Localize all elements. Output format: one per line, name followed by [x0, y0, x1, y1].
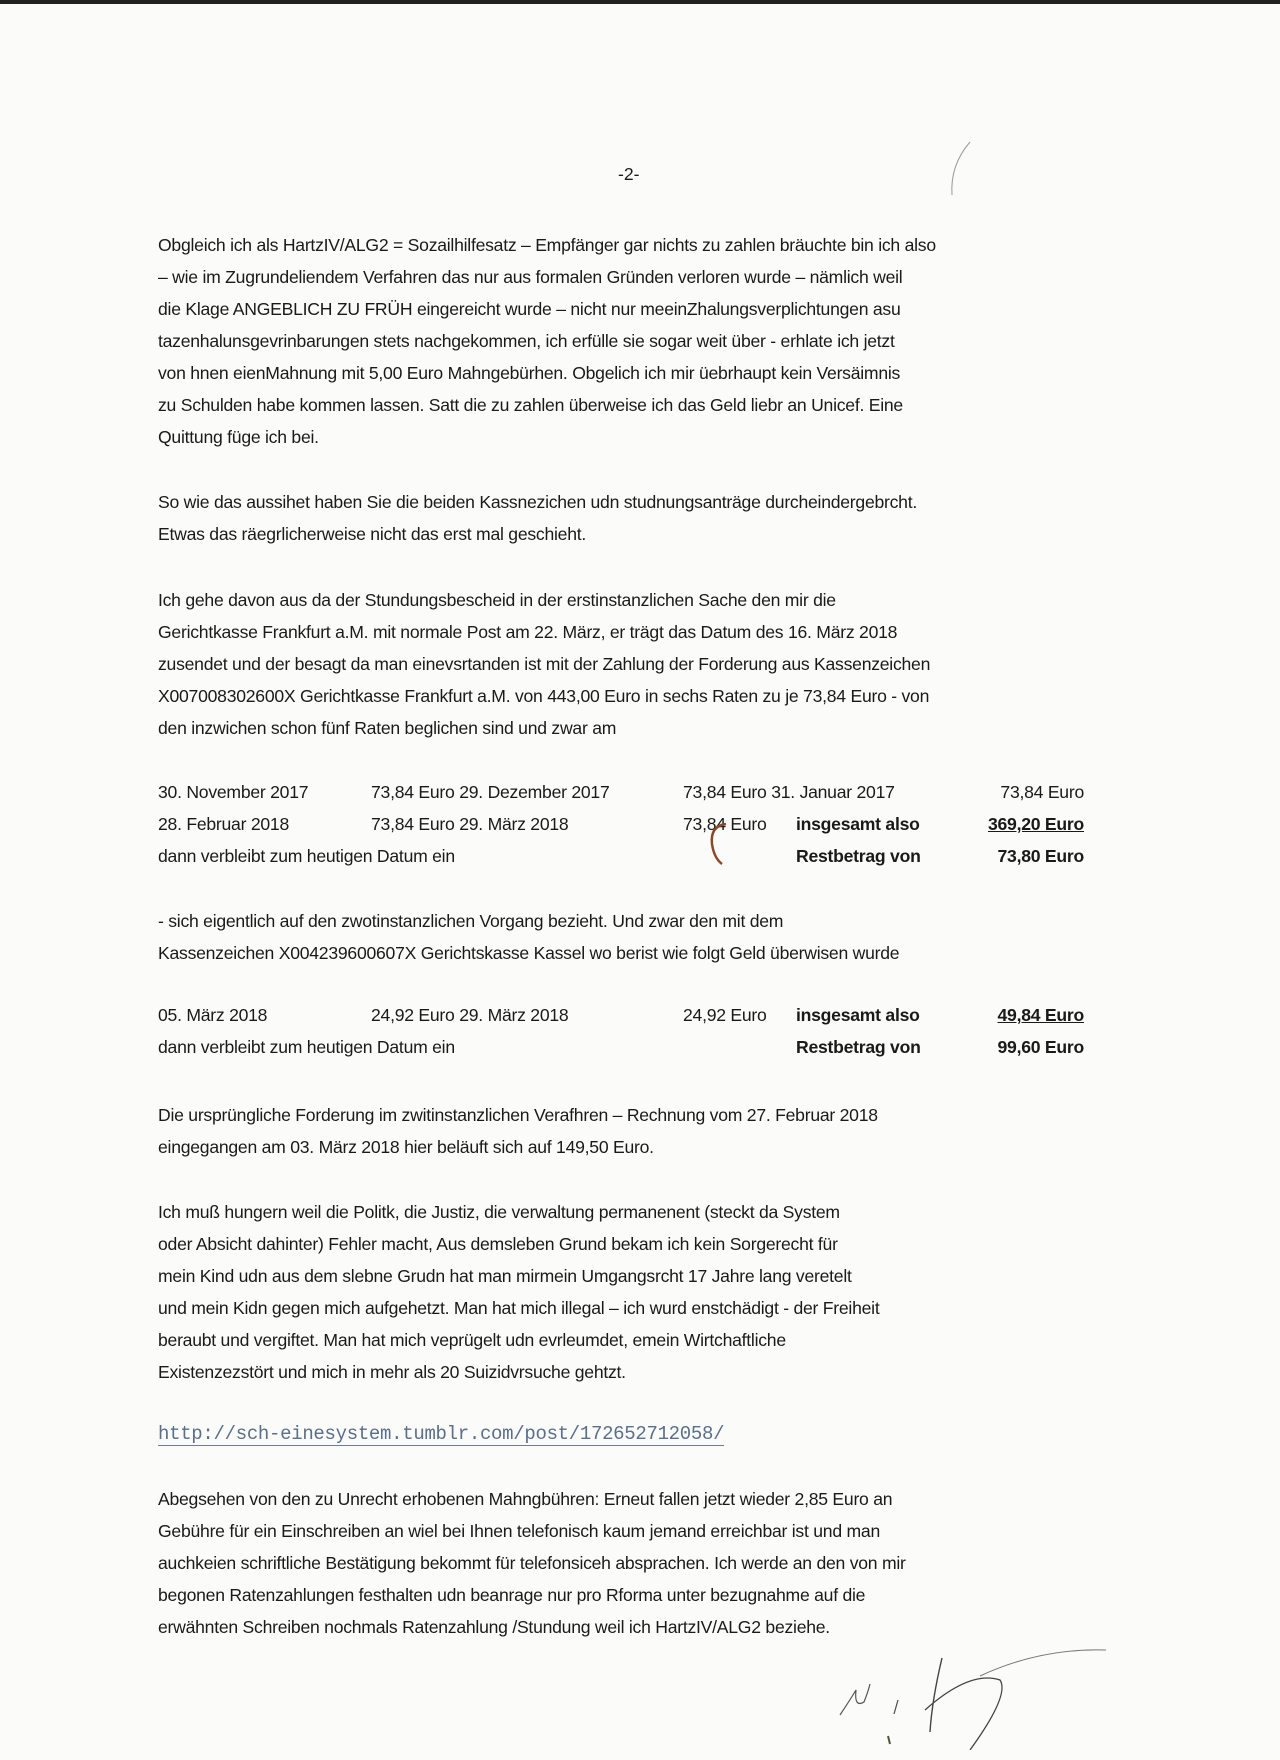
total-value: 49,84 Euro: [997, 1005, 1084, 1025]
text-line: Obgleich ich als HartzIV/ALG2 = Sozailhilfesatz – Empfänger gar nichts zu zahlen bräuchte bin ich also: [158, 235, 936, 255]
text-line: von hnen eienMahnung mit 5,00 Euro Mahngebürhen. Obgelich ich mir üebrhaupt kein Versäimnis: [158, 363, 901, 383]
remaining-label: Restbetrag von: [796, 1037, 921, 1057]
text-line: oder Absicht dahinter) Fehler macht, Aus demsleben Grund bekam ich kein Sorgerecht für: [158, 1234, 838, 1254]
text-line: begonen Ratenzahlungen festhalten udn beanrage nur pro Rforma unter bezugnahme auf die: [158, 1585, 866, 1605]
text-line: Gerichtkasse Frankfurt a.M. mit normale Post am 22. März, er trägt das Datum des 16. März 2018: [158, 622, 898, 642]
remaining-value: 99,60 Euro: [997, 1037, 1084, 1057]
remaining-text: dann verbleibt zum heutigen Datum ein: [158, 1037, 455, 1057]
scan-edge: [0, 0, 1280, 4]
text-line: zu Schulden habe kommen lassen. Satt die zu zahlen überweise ich das Geld liebr an Unicef. Eine: [158, 395, 903, 415]
text-line: Die ursprüngliche Forderung im zwitinstanzlichen Verafhren – Rechnung vom 27. Februar 2018: [158, 1105, 878, 1125]
text-line: Gebühre für ein Einschreiben an wiel bei Ihnen telefonisch kaum jemand erreichbar ist und man: [158, 1521, 880, 1541]
text-line: – wie im Zugrundeliendem Verfahren das nur aus formalen Gründen verloren wurde – nämlich weil: [158, 267, 903, 287]
text-line: mein Kind udn aus dem slebne Grudn hat man mirmein Umgangsrcht 17 Jahre lang veretelt: [158, 1266, 852, 1286]
text-line: auchkeien schriftliche Bestätigung bekommt für telefonsiceh absprachen. Ich werde an den von mir: [158, 1553, 906, 1573]
text-line: Existenzezstört und mich in mehr als 20 Suizidvrsuche gehtzt.: [158, 1362, 626, 1382]
amount-cell: 73,84 Euro: [1000, 782, 1084, 802]
amount-date-cell: 24,92 Euro 29. März 2018: [371, 1005, 569, 1025]
text-line: Ich muß hungern weil die Politk, die Justiz, die verwaltung permanenent (steckt da System: [158, 1202, 840, 1222]
total-label: insgesamt also: [796, 814, 920, 834]
text-line: Ich gehe davon aus da der Stundungsbescheid in der erstinstanzlichen Sache den mir die: [158, 590, 836, 610]
text-line: tazenhalunsgevrinbarungen stets nachgekommen, ich erfülle sie sogar weit über - erhlate ich jetzt: [158, 331, 895, 351]
amount-date-cell: 73,84 Euro 31. Januar 2017: [683, 782, 895, 802]
amount-date-cell: 73,84 Euro 29. März 2018: [371, 814, 569, 834]
amount-cell: 24,92 Euro: [683, 1005, 767, 1025]
text-line: Etwas das räegrlicherweise nicht das erst mal geschieht.: [158, 524, 586, 544]
text-line: Kassenzeichen X004239600607X Gerichtskasse Kassel wo berist wie folgt Geld überwisen wurde: [158, 943, 900, 963]
text-line: die Klage ANGEBLICH ZU FRÜH eingereicht wurde – nicht nur meeinZhalungsverplichtungen asu: [158, 299, 901, 319]
text-line: Quittung füge ich bei.: [158, 427, 319, 447]
date-cell: 28. Februar 2018: [158, 814, 289, 834]
text-line: So wie das aussihet haben Sie die beiden Kassnezichen udn studnungsanträge durcheindergebrcht.: [158, 492, 917, 512]
page-number: -2-: [618, 164, 640, 184]
amount-date-cell: 73,84 Euro 29. Dezember 2017: [371, 782, 610, 802]
blog-link[interactable]: http://sch-einesystem.tumblr.com/post/172652712058/: [158, 1423, 725, 1445]
handwritten-signature: [820, 1640, 1120, 1750]
amount-cell: 73,84 Euro: [683, 814, 767, 834]
text-line: X007008302600X Gerichtkasse Frankfurt a.M. von 443,00 Euro in sechs Raten zu je 73,84 Euro - von: [158, 686, 930, 706]
text-line: eingegangen am 03. März 2018 hier beläuft sich auf 149,50 Euro.: [158, 1137, 654, 1157]
text-line: erwähnten Schreiben nochmals Ratenzahlung /Stundung weil ich HartzIV/ALG2 beziehe.: [158, 1617, 830, 1637]
date-cell: 30. November 2017: [158, 782, 309, 802]
remaining-text: dann verbleibt zum heutigen Datum ein: [158, 846, 455, 866]
text-line: Abegsehen von den zu Unrecht erhobenen Mahngbühren: Erneut fallen jetzt wieder 2,85 Euro an: [158, 1489, 893, 1509]
text-line: - sich eigentlich auf den zwotinstanzlichen Vorgang bezieht. Und zwar den mit dem: [158, 911, 784, 931]
date-cell: 05. März 2018: [158, 1005, 268, 1025]
total-value: 369,20 Euro: [987, 814, 1084, 834]
remaining-label: Restbetrag von: [796, 846, 921, 866]
pen-mark: [940, 140, 980, 200]
remaining-value: 73,80 Euro: [997, 846, 1084, 866]
stain-mark: [700, 822, 740, 872]
text-line: zusendet und der besagt da man einevsrtanden ist mit der Zahlung der Forderung aus Kassenzeichen: [158, 654, 931, 674]
text-line: den inzwichen schon fünf Raten beglichen sind und zwar am: [158, 718, 617, 738]
total-label: insgesamt also: [796, 1005, 920, 1025]
text-line: beraubt und vergiftet. Man hat mich veprügelt udn evrleumdet, emein Wirtchaftliche: [158, 1330, 786, 1350]
text-line: und mein Kidn gegen mich aufgehetzt. Man hat mich illegal – ich wurd enstchädigt - der Freiheit: [158, 1298, 880, 1318]
